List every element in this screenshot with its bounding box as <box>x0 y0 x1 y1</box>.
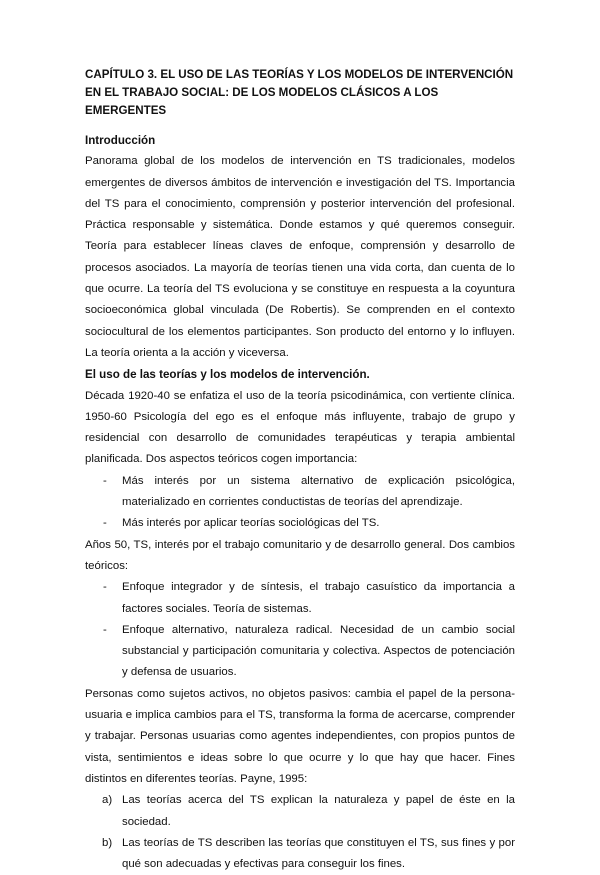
list-marker: a) <box>102 794 113 807</box>
list-item <box>85 513 515 534</box>
list-marker: - <box>103 581 107 594</box>
list-marker: - <box>103 474 107 487</box>
list-item <box>85 577 515 620</box>
document-page <box>85 66 515 875</box>
dash-list <box>85 577 515 683</box>
list-item <box>85 471 515 514</box>
list-marker: b) <box>102 836 113 849</box>
list-item <box>85 620 515 684</box>
chapter-title: CAPÍTULO 3. EL USO DE LAS TEORÍAS Y LOS MODELOS DE INTERVENCIÓN EN EL TRABAJO SOCIAL: DE LOS MODELOS CLÁSICOS A LOS EMERGENTES <box>85 68 514 117</box>
intro-paragraph: Panorama global de los modelos de intervención en TS tradicionales, modelos emergentes de diversos ámbitos de intervención e investigación del TS. Importancia del TS para el conocimiento, comprensión y posterior intervención del profesional. Práctica responsable y sistemática. Donde estamos y qué queremos conseguir. Teoría para establecer líneas claves de enfoque, comprensión y desarrollo de procesos asociados. La mayoría de teorías tienen una vida corta, dan cuenta de lo que ocurre. La teoría del TS evoluciona y se constituye en respuesta a la coyuntura socioeconómica global vinculada (De Robertis). Se comprenden en el contexto sociocultural de los elementos participantes. Son producto del entorno y lo influyen. La teoría orienta a la acción y viceversa. <box>85 155 515 359</box>
list-item-text: Más interés por un sistema alternativo de explicación psicológica, materializado en corrientes conductistas de teorías del aprendizaje. <box>122 474 515 509</box>
list-item-text: Las teorías de TS describen las teorías que constituyen el TS, sus fines y por qué son adecuadas y efectivas para conseguir los fines. <box>122 836 515 871</box>
list-item-text: Enfoque alternativo, naturaleza radical. Necesidad de un cambio social substancial y participación comunitaria y colectiva. Aspectos de potenciación y defensa de usuarios. <box>122 623 515 679</box>
list-item <box>85 833 515 875</box>
section-heading: El uso de las teorías y los modelos de intervención. <box>85 368 370 382</box>
list-item-text: Más interés por aplicar teorías sociológicas del TS. <box>122 517 380 530</box>
list-item-text: Enfoque integrador y de síntesis, el trabajo casuístico da importancia a factores sociales. Teoría de sistemas. <box>122 581 515 615</box>
paragraph: Personas como sujetos activos, no objetos pasivos: cambia el papel de la persona-usuaria e implica cambios para el TS, transforma la forma de acercarse, comprender y trabajar. Personas usuarias como agentes independientes, con propios puntos de vista, sentimientos e ideas sobre lo que ocurre y lo que hay que hacer. Fines distintos en diferentes teorías. Payne, 1995: <box>85 687 515 785</box>
dash-list <box>85 471 515 535</box>
intro-heading: Introducción <box>85 134 156 147</box>
list-item-text: Las teorías acerca del TS explican la naturaleza y papel de éste en la sociedad. <box>122 794 515 828</box>
paragraph: Años 50, TS, interés por el trabajo comunitario y de desarrollo general. Dos cambios teóricos: <box>85 538 515 572</box>
list-marker: - <box>103 517 107 530</box>
list-item <box>85 790 515 833</box>
list-marker: - <box>103 623 107 636</box>
lettered-list <box>85 790 515 875</box>
paragraph: Década 1920-40 se enfatiza el uso de la teoría psicodinámica, con vertiente clínica. 1950-60 Psicología del ego es el enfoque más influyente, trabajo de grupo y residencial con desarrollo de comunidades terapéuticas y terapia ambiental planificada. Dos aspectos teóricos cogen importancia: <box>85 389 515 466</box>
